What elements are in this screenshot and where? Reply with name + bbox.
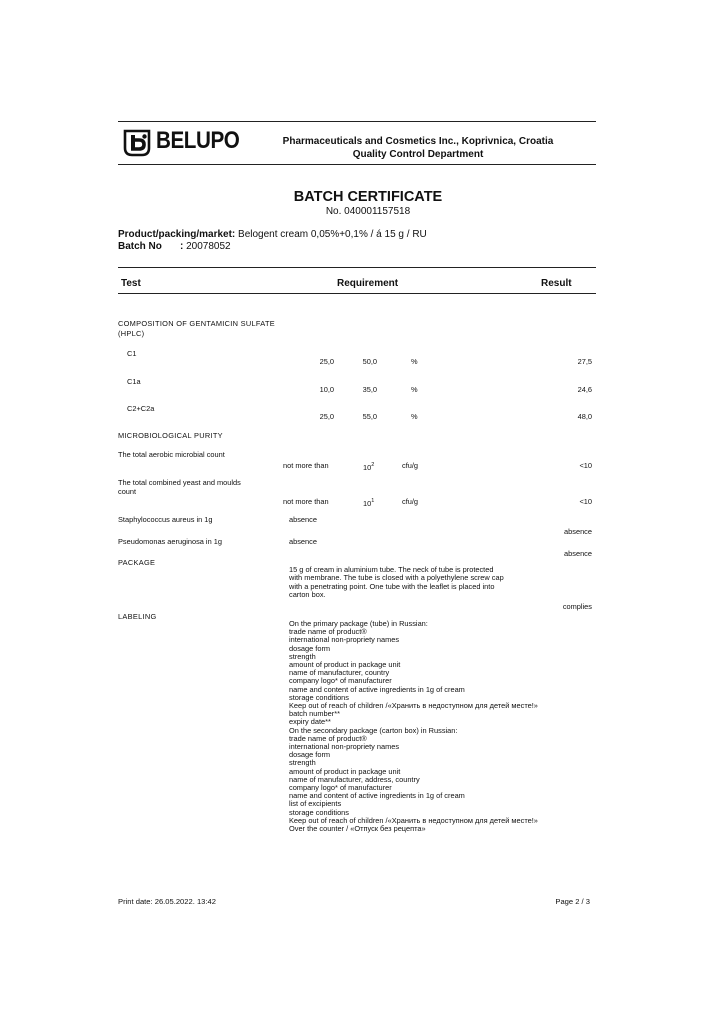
labeling-line: strength xyxy=(289,758,316,768)
product-label: Product/packing/market: xyxy=(118,229,236,240)
col-header-test: Test xyxy=(121,278,141,289)
composition-row-name: C1a xyxy=(127,377,141,386)
labeling-line: name and content of active ingredients in 1g of cream xyxy=(289,791,465,801)
composition-row-min: 10,0 xyxy=(319,385,334,394)
section-composition-method: (HPLC) xyxy=(118,329,145,338)
aerobic-unit: cfu/g xyxy=(402,461,419,470)
composition-row-max: 35,0 xyxy=(362,385,377,394)
section-composition-title: COMPOSITION OF GENTAMICIN SULFATE xyxy=(118,319,276,328)
labeling-line: Over the counter / «Отпуск без рецепта» xyxy=(289,824,426,834)
yeast-unit: cfu/g xyxy=(402,497,419,506)
product-value: Belogent cream 0,05%+0,1% / á 15 g / RU xyxy=(238,229,427,240)
composition-row-name: C1 xyxy=(127,349,137,358)
package-line: 15 g of cream in aluminium tube. The neck of tube is protected xyxy=(289,565,494,574)
composition-row-result: 24,6 xyxy=(577,385,592,394)
labeling-line: Keep out of reach of children /«Хранить в недоступном для детей месте!» xyxy=(289,701,538,711)
header-bottom-rule xyxy=(118,164,596,165)
aerobic-limit xyxy=(363,461,374,472)
labeling-line: Keep out of reach of children /«Хранить в недоступном для детей месте!» xyxy=(289,815,538,825)
labeling-line: amount of product in package unit xyxy=(289,660,401,670)
labeling-line: On the secondary package (carton box) in Russian: xyxy=(289,725,458,735)
labeling-line: batch number** xyxy=(289,709,340,719)
batch-separator: : xyxy=(180,241,184,252)
pseudo-test-name: Pseudomonas aeruginosa in 1g xyxy=(118,537,222,546)
composition-row-min: 25,0 xyxy=(319,412,334,421)
aerobic-limit-exp: 2 xyxy=(371,462,375,468)
col-header-requirement: Requirement xyxy=(337,278,399,289)
composition-row-unit: % xyxy=(411,357,418,366)
package-line: with membrane. The tube is closed with a polyethylene screw cap xyxy=(289,573,504,583)
composition-row-result: 27,5 xyxy=(577,357,592,366)
labeling-line: company logo* of manufacturer xyxy=(289,676,392,686)
labeling-line: international non-propriety names xyxy=(289,742,400,752)
yeast-limit xyxy=(363,497,374,508)
composition-row-max: 50,0 xyxy=(362,357,377,366)
print-date: Print date: 26.05.2022. 13:42 xyxy=(118,897,216,906)
package-description xyxy=(289,566,504,599)
labeling-line: company logo* of manufacturer xyxy=(289,783,392,793)
aerobic-requirement: not more than xyxy=(283,461,329,470)
package-line: with a penetrating point. One tube with the leaflet is placed into xyxy=(289,581,495,591)
labeling-line: trade name of product® xyxy=(289,627,367,637)
package-result: complies xyxy=(562,602,592,611)
labeling-requirements xyxy=(289,620,538,833)
labeling-line: dosage form xyxy=(289,750,331,760)
labeling-line: storage conditions xyxy=(289,692,349,702)
labeling-line: storage conditions xyxy=(289,807,349,817)
table-top-rule xyxy=(118,267,596,268)
col-header-result: Result xyxy=(541,278,572,289)
composition-row-min: 25,0 xyxy=(319,357,334,366)
composition-row-max: 55,0 xyxy=(362,412,377,421)
page-number: Page 2 / 3 xyxy=(555,897,590,906)
labeling-line: On the primary package (tube) in Russian: xyxy=(289,619,428,628)
yeast-result: <10 xyxy=(579,497,592,506)
yeast-test-name: The total combined yeast and moulds xyxy=(118,478,241,487)
department-name: Quality Control Department xyxy=(352,149,484,160)
labeling-line: international non-propriety names xyxy=(289,635,400,645)
belupo-logo-icon xyxy=(122,128,152,158)
document-title: BATCH CERTIFICATE xyxy=(293,189,443,205)
composition-row-unit: % xyxy=(411,385,418,394)
pseudo-requirement: absence xyxy=(289,537,317,546)
yeast-limit-base: 10 xyxy=(363,499,372,508)
table-header-rule xyxy=(118,293,596,294)
labeling-line: strength xyxy=(289,651,316,661)
header-top-rule xyxy=(118,121,596,122)
staph-requirement: absence xyxy=(289,515,317,524)
yeast-test-name-cont: count xyxy=(118,487,137,496)
labeling-line: expiry date** xyxy=(289,717,331,727)
yeast-requirement: not more than xyxy=(283,497,329,506)
composition-row-name: C2+C2a xyxy=(127,404,155,413)
labeling-line: name of manufacturer, country xyxy=(289,668,390,678)
certificate-number: No. 040001157518 xyxy=(325,206,411,217)
company-name: Pharmaceuticals and Cosmetics Inc., Koprivnica, Croatia xyxy=(282,136,554,147)
batch-value-line xyxy=(180,241,231,252)
composition-row-unit: % xyxy=(411,412,418,421)
labeling-line: name of manufacturer, address, country xyxy=(289,774,420,784)
composition-row-result: 48,0 xyxy=(577,412,592,421)
section-package-title: PACKAGE xyxy=(118,558,156,567)
yeast-limit-exp: 1 xyxy=(371,498,375,504)
batch-value: 20078052 xyxy=(186,241,231,252)
logo-wordmark: BELUPO xyxy=(156,127,240,154)
batch-label: Batch No xyxy=(118,241,162,252)
pseudo-result: absence xyxy=(564,549,592,558)
labeling-line: list of excipients xyxy=(289,799,342,809)
labeling-line: dosage form xyxy=(289,643,331,653)
aerobic-test-name: The total aerobic microbial count xyxy=(118,450,225,459)
section-micro-title: MICROBIOLOGICAL PURITY xyxy=(118,431,223,440)
labeling-line: trade name of product® xyxy=(289,733,367,743)
labeling-line: amount of product in package unit xyxy=(289,766,401,776)
aerobic-result: <10 xyxy=(579,461,592,470)
labeling-line: name and content of active ingredients in 1g of cream xyxy=(289,684,465,694)
staph-test-name: Staphylococcus aureus in 1g xyxy=(118,515,213,524)
staph-result: absence xyxy=(564,527,592,536)
section-labeling-title: LABELING xyxy=(118,612,157,621)
package-line: carton box. xyxy=(289,589,326,599)
aerobic-limit-base: 10 xyxy=(363,463,372,472)
product-line xyxy=(118,229,427,240)
